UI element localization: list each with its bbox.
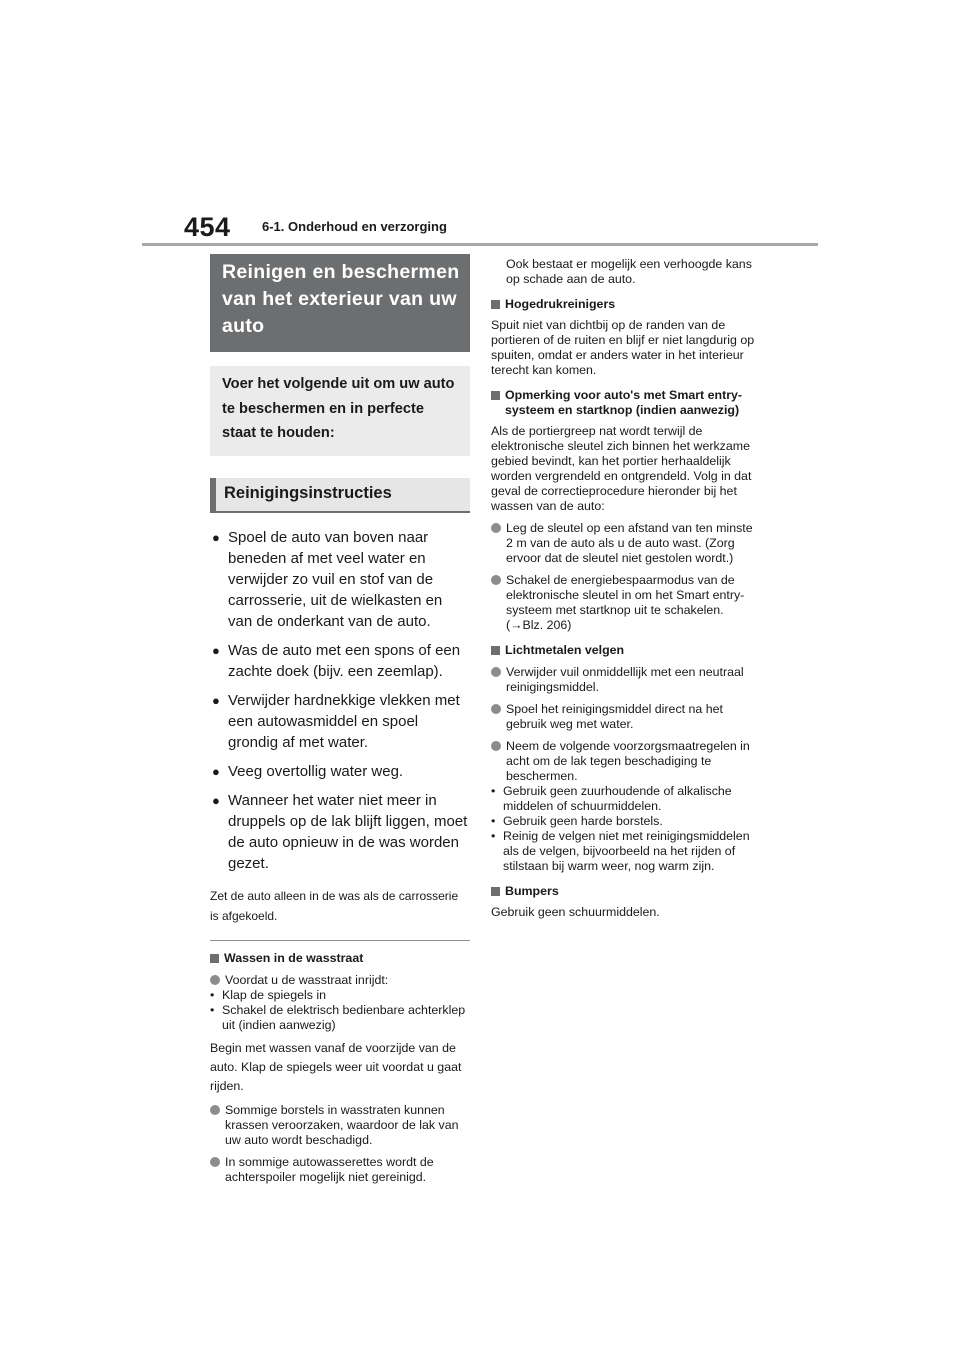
cooling-note: Zet de auto alleen in de was als de carrosserie is afgekoeld.: [210, 888, 459, 923]
circle-bullet-icon: [491, 575, 501, 585]
list-item: Sommige borstels in wasstraten kunnen krassen veroorzaken, waardoor de lak van uw auto wordt beschadigd.: [210, 1103, 470, 1148]
car-wash-sublist: [210, 988, 470, 1033]
smart-entry-text: Als de portiergreep nat wordt terwijl de elektronische sleutel zich binnen het werkzame gebied bevindt, kan het portier herhaaldelijk worden vergrendeld en ontgrendeld. Volg in dat geval de correctieprocedure hieronder bij het wassen van de auto:: [491, 424, 752, 513]
section-title: 6-1. Onderhoud en verzorging: [262, 219, 447, 234]
circle-bullet-icon: [491, 667, 501, 677]
circle-bullet-icon: [491, 704, 501, 714]
circle-bullet-icon: [210, 1157, 220, 1167]
list-item: • Gebruik geen zuurhoudende of alkalische middelen of schuurmiddelen.: [491, 784, 732, 813]
bullet-icon: ●: [212, 763, 220, 779]
square-bullet-icon: [491, 391, 500, 400]
list-item: Verwijder vuil onmiddellijk met een neutraal reinigingsmiddel.: [491, 665, 759, 695]
list-item: ● Wanneer het water niet meer in druppels op de lak blijft liggen, moet de auto opnieuw in de was worden gezet.: [212, 791, 468, 872]
car-wash-heading: Wassen in de wasstraat: [210, 951, 470, 966]
list-item: • Klap de spiegels in: [210, 987, 327, 1002]
list-item: • Gebruik geen harde borstels.: [491, 814, 663, 828]
bullet-icon: ●: [212, 529, 220, 545]
car-wash-paragraph: Begin met wassen vanaf de voorzijde van de auto. Klap de spiegels weer uit voordat u gaat rijden.: [210, 1040, 462, 1093]
bumpers-text: Gebruik geen schuurmiddelen.: [491, 905, 660, 919]
list-item: In sommige autowasserettes wordt de achterspoiler mogelijk niet gereinigd.: [210, 1155, 470, 1185]
list-item: • Reinig de velgen niet met reinigingsmiddelen als de velgen, bijvoorbeeld na het rijden of stilstaan bij warm weer, nog warm zijn.: [491, 829, 750, 873]
square-bullet-icon: [491, 646, 500, 655]
high-pressure-heading: Hogedrukreinigers: [491, 297, 759, 312]
list-item: ● Verwijder hardnekkige vlekken met een autowasmiddel en spoel grondig af met water.: [212, 691, 460, 751]
square-bullet-icon: [491, 300, 500, 309]
list-item: Neem de volgende voorzorgsmaatregelen in acht om de lak tegen beschadiging te beschermen.: [491, 739, 759, 784]
list-item: Leg de sleutel op een afstand van ten minste 2 m van de auto als u de auto wast. (Zorg ervoor dat de sleutel niet gestolen wordt.): [491, 521, 759, 566]
page-number: 454: [184, 212, 231, 242]
circle-bullet-icon: [491, 523, 501, 533]
list-item: Voordat u de wasstraat inrijdt:: [210, 973, 470, 988]
intro-box: Voer het volgende uit om uw auto te beschermen en in perfecte staat te houden:: [210, 366, 470, 456]
cleaning-instructions-heading: Reinigingsinstructies: [210, 478, 470, 513]
high-pressure-text: Spuit niet van dichtbij op de randen van de portieren of de ruiten en blijf er niet langdurig op spuiten, omdat er anders water in het interieur terecht kan komen.: [491, 318, 755, 377]
list-item: ● Was de auto met een spons of een zachte doek (bijv. een zeemlap).: [212, 641, 461, 680]
circle-bullet-icon: [210, 1105, 220, 1115]
header-divider: [142, 243, 818, 246]
bullet-icon: ●: [212, 642, 220, 658]
right-column: [491, 257, 759, 920]
alloy-sublist: [491, 784, 759, 874]
bullet-icon: ●: [212, 692, 220, 708]
section-divider: [210, 940, 470, 941]
square-bullet-icon: [210, 954, 219, 963]
bullet-icon: ●: [212, 792, 220, 808]
list-item: Schakel de energiebespaarmodus van de elektronische sleutel in om het Smart entry-systeem met startknop uit te schakelen. (→Blz. 206): [491, 573, 759, 633]
instruction-list: [210, 527, 470, 874]
circle-bullet-icon: [491, 741, 501, 751]
list-item: ● Spoel de auto van boven naar beneden af met veel water en verwijder zo vuil en stof van de carrosserie, uit de wielkasten en van de onderkant van de auto.: [212, 528, 443, 630]
list-item: Spoel het reinigingsmiddel direct na het gebruik weg met water.: [491, 702, 759, 732]
alloy-wheels-heading: Lichtmetalen velgen: [491, 643, 759, 658]
square-bullet-icon: [491, 887, 500, 896]
smart-entry-heading: Opmerking voor auto's met Smart entry-systeem en startknop (indien aanwezig): [491, 388, 759, 418]
circle-bullet-icon: [210, 975, 220, 985]
list-item: ● Veeg overtollig water weg.: [212, 762, 404, 780]
left-column: [210, 254, 470, 1185]
continued-text: Ook bestaat er mogelijk een verhoogde kans op schade aan de auto.: [506, 257, 752, 286]
chapter-title: Reinigen en beschermen van het exterieur van uw auto: [210, 254, 470, 352]
bumpers-heading: Bumpers: [491, 884, 759, 899]
list-item: • Schakel de elektrisch bedienbare achterklep uit (indien aanwezig): [210, 1002, 466, 1032]
